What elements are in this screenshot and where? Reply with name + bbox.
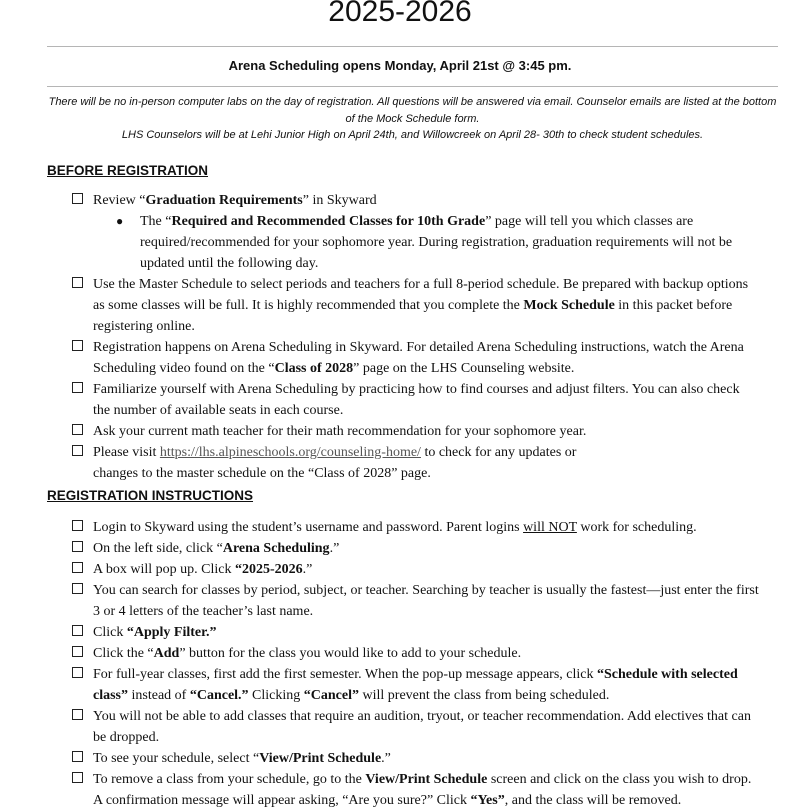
checklist-item: For full-year classes, first add the first semester. When the pop-up message appears, click “Schedule with selected class” instead of “Cancel.” Clicking “Cancel” will prevent the class from being scheduled. [0,664,800,706]
checkbox[interactable] [72,541,83,552]
checklist-item: Please visit https://lhs.alpineschools.org/counseling-home/ to check for any updates or changes to the master schedule on the “Class of 2028” page. [0,442,800,484]
checklist-item: To see your schedule, select “View/Print Schedule.” [0,748,800,769]
checklist-item: A box will pop up. Click “2025-2026.” [0,559,800,580]
checklist-item: Use the Master Schedule to select periods and teachers for a full 8-period schedule. Be prepared with backup options as some classes will be full. It is highly recommended that you complete the Mock Schedule in this packet before registering online. [0,274,800,337]
checkbox[interactable] [72,772,83,783]
second-divider [47,86,778,87]
checklist-item: You can search for classes by period, subject, or teacher. Searching by teacher is usually the fastest—just enter the first 3 or 4 letters of the teacher’s last name. [0,580,800,622]
sub-bullet-item: ● The “Required and Recommended Classes for 10th Grade” page will tell you which classes are required/recommended for your sophomore year. During registration, graduation requirements will not be updated until the following day. [0,211,800,274]
checkbox[interactable] [72,709,83,720]
checklist-item: You will not be able to add classes that require an audition, tryout, or teacher recommendation. Add electives that can be dropped. [0,706,800,748]
checklist-item: On the left side, click “Arena Scheduling.” [0,538,800,559]
document-year-title: 2025-2026 [328,0,472,28]
checkbox[interactable] [72,751,83,762]
checkbox[interactable] [72,277,83,288]
checkbox[interactable] [72,193,83,204]
note-line-2: LHS Counselors will be at Lehi Junior High on April 24th, and Willowcreek on April 28- 30th to check student schedules. [121,129,704,141]
registration-instructions-checklist [0,517,800,811]
checklist-item: Click the “Add” button for the class you would like to add to your schedule. [0,643,800,664]
checkbox[interactable] [72,562,83,573]
checkbox[interactable] [72,625,83,636]
checkbox[interactable] [72,424,83,435]
note-line-1: There will be no in-person computer labs on the day of registration. All questions will be answered via email. Counselor emails are listed at the bottom of the Mock Schedule form. [48,96,777,125]
arena-opens-announcement: Arena Scheduling opens Monday, April 21st @ 3:45 pm. [228,58,572,73]
registration-instructions-heading: REGISTRATION INSTRUCTIONS [47,488,254,503]
checklist-item: Registration happens on Arena Scheduling in Skyward. For detailed Arena Scheduling instructions, watch the Arena Scheduling video found on the “Class of 2028” page on the LHS Counseling website. [0,337,800,379]
before-registration-checklist [0,190,800,484]
checklist-item: Familiarize yourself with Arena Scheduling by practicing how to find courses and adjust filters. You can also check the number of available seats in each course. [0,379,800,421]
before-registration-heading: BEFORE REGISTRATION [47,163,209,178]
checklist-item: Login to Skyward using the student’s username and password. Parent logins will NOT work for scheduling. [0,517,800,538]
checklist-item: Ask your current math teacher for their math recommendation for your sophomore year. [0,421,800,442]
checkbox[interactable] [72,445,83,456]
checkbox[interactable] [72,340,83,351]
checkbox[interactable] [72,667,83,678]
checklist-item: Review “Graduation Requirements” in Skyward [0,190,800,211]
checkbox[interactable] [72,646,83,657]
checkbox[interactable] [72,583,83,594]
bullet-icon: ● [116,214,124,228]
checkbox[interactable] [72,520,83,531]
registration-notes [47,94,778,144]
checkbox[interactable] [72,382,83,393]
checklist-item: To remove a class from your schedule, go to the View/Print Schedule screen and click on the class you wish to drop. A confirmation message will appear asking, “Are you sure?” Click “Yes”, and the class will be removed. [0,769,800,811]
counseling-home-link[interactable]: https://lhs.alpineschools.org/counseling-home/ [159,445,421,460]
checklist-item: Click “Apply Filter.” [0,622,800,643]
top-divider [47,46,778,47]
